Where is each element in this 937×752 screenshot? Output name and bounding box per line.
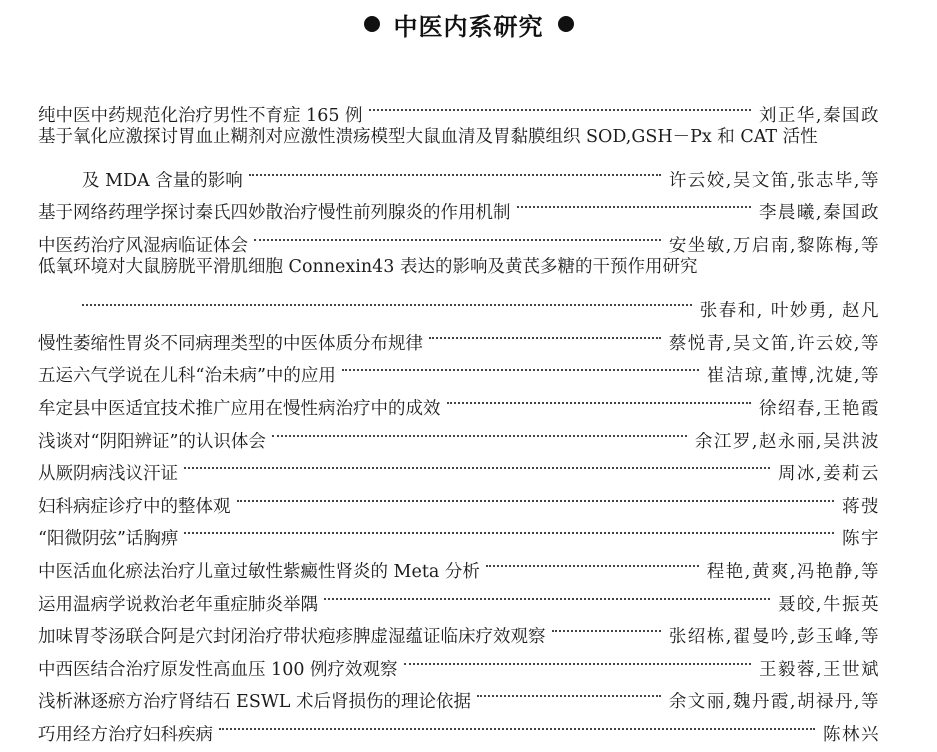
entry-authors: 陈林兴 xyxy=(823,724,880,745)
dot-leader xyxy=(369,88,751,121)
dot-leader xyxy=(342,349,699,382)
section-header xyxy=(0,6,937,42)
dot-leader xyxy=(486,544,699,577)
section-title: 中医内系研究 xyxy=(393,12,544,41)
entry-authors: 余文丽,魏丹霞,胡禄丹,等 xyxy=(668,692,880,713)
entry-authors: 蔡悦青,吴文笛,许云姣,等 xyxy=(668,333,880,354)
entry-title: 加味胃苓汤联合阿是穴封闭治疗带状疱疹脾虚湿蕴证临床疗效观察 xyxy=(38,627,546,648)
entry-title: 基于氧化应激探讨胃血止糊剂对应激性溃疡模型大鼠血清及胃黏膜组织 SOD,GSH－Px 和 CAT 活性 xyxy=(38,126,818,147)
entry-authors: 安坐敏,万启南,黎陈梅,等 xyxy=(668,235,880,256)
toc-entry-continuation[interactable] xyxy=(38,284,880,322)
dot-leader xyxy=(517,186,751,219)
dot-leader xyxy=(447,381,751,414)
entry-authors: 陈宇 xyxy=(842,529,880,550)
entry-authors: 王毅蓉,王世斌 xyxy=(758,659,880,680)
dot-leader xyxy=(219,707,815,740)
entry-title: “阳微阴弦”话胸痹 xyxy=(38,529,179,550)
entry-title: 牟定县中医适宜技术推广应用在慢性病治疗中的成效 xyxy=(38,398,441,419)
entry-title: 中医活血化瘀法治疗儿童过敏性紫癜性肾炎的 Meta 分析 xyxy=(38,561,480,582)
entry-title: 中西医结合治疗原发性高血压 100 例疗效观察 xyxy=(38,659,398,680)
dot-leader xyxy=(249,153,661,186)
entry-authors: 刘正华,秦国政 xyxy=(758,105,880,126)
entry-title: 从厥阴病浅议汗证 xyxy=(38,464,178,485)
dot-leader xyxy=(272,414,687,447)
dot-leader xyxy=(552,610,661,643)
entry-title: 浅谈对“阴阳辨证”的认识体会 xyxy=(38,431,266,452)
dot-leader xyxy=(184,447,770,480)
entry-authors: 程艳,黄爽,冯艳静,等 xyxy=(706,561,880,582)
entry-authors: 崔洁琼,董博,沈婕,等 xyxy=(706,366,880,387)
entry-title: 纯中医中药规范化治疗男性不育症 165 例 xyxy=(38,105,363,126)
toc-entry[interactable] xyxy=(38,121,880,154)
dot-leader xyxy=(184,512,834,545)
entry-title: 五运六气学说在儿科“治未病”中的应用 xyxy=(38,366,336,387)
entry-authors: 许云姣,吴文笛,张志毕,等 xyxy=(668,170,880,191)
entry-authors: 徐绍春,王艳霞 xyxy=(758,398,880,419)
entry-authors: 聂皎,牛振英 xyxy=(777,594,880,615)
dot-leader xyxy=(477,675,661,708)
table-of-contents xyxy=(38,88,880,745)
toc-entry[interactable] xyxy=(38,88,880,126)
entry-authors: 周冰,姜莉云 xyxy=(777,464,880,485)
entry-authors: 张春和, 叶妙勇, 赵凡 xyxy=(699,301,880,322)
dot-leader xyxy=(429,316,661,349)
black-circle-icon xyxy=(558,16,574,32)
entry-title: 运用温病学说救治老年重症肺炎举隅 xyxy=(38,594,318,615)
entry-title: 中医药治疗风湿病临证体会 xyxy=(38,235,248,256)
entry-authors: 蒋弢 xyxy=(842,496,880,517)
entry-title: 慢性萎缩性胃炎不同病理类型的中医体质分布规律 xyxy=(38,333,423,354)
entry-title: 基于网络药理学探讨秦氏四妙散治疗慢性前列腺炎的作用机制 xyxy=(38,203,511,224)
dot-leader xyxy=(237,479,835,512)
dot-leader xyxy=(404,642,751,675)
entry-title: 低氧环境对大鼠膀胱平滑肌细胞 Connexin43 表达的影响及黄芪多糖的干预作用研究 xyxy=(38,256,698,277)
entry-title-continued: 及 MDA 含量的影响 xyxy=(82,170,243,191)
toc-entry-continuation[interactable] xyxy=(38,153,880,191)
entry-title: 浅析淋逐瘀方治疗肾结石 ESWL 术后肾损伤的理论依据 xyxy=(38,692,471,713)
black-circle-icon xyxy=(364,16,380,32)
dot-leader xyxy=(82,284,692,317)
entry-title: 妇科病症诊疗中的整体观 xyxy=(38,496,231,517)
dot-leader xyxy=(324,577,770,610)
dot-leader xyxy=(254,218,661,251)
entry-title: 巧用经方治疗妇科疾病 xyxy=(38,724,213,745)
entry-authors: 余江罗,赵永丽,吴洪波 xyxy=(694,431,880,452)
entry-authors: 李晨曦,秦国政 xyxy=(758,203,880,224)
entry-authors: 张绍栋,翟曼吟,彭玉峰,等 xyxy=(668,627,880,648)
